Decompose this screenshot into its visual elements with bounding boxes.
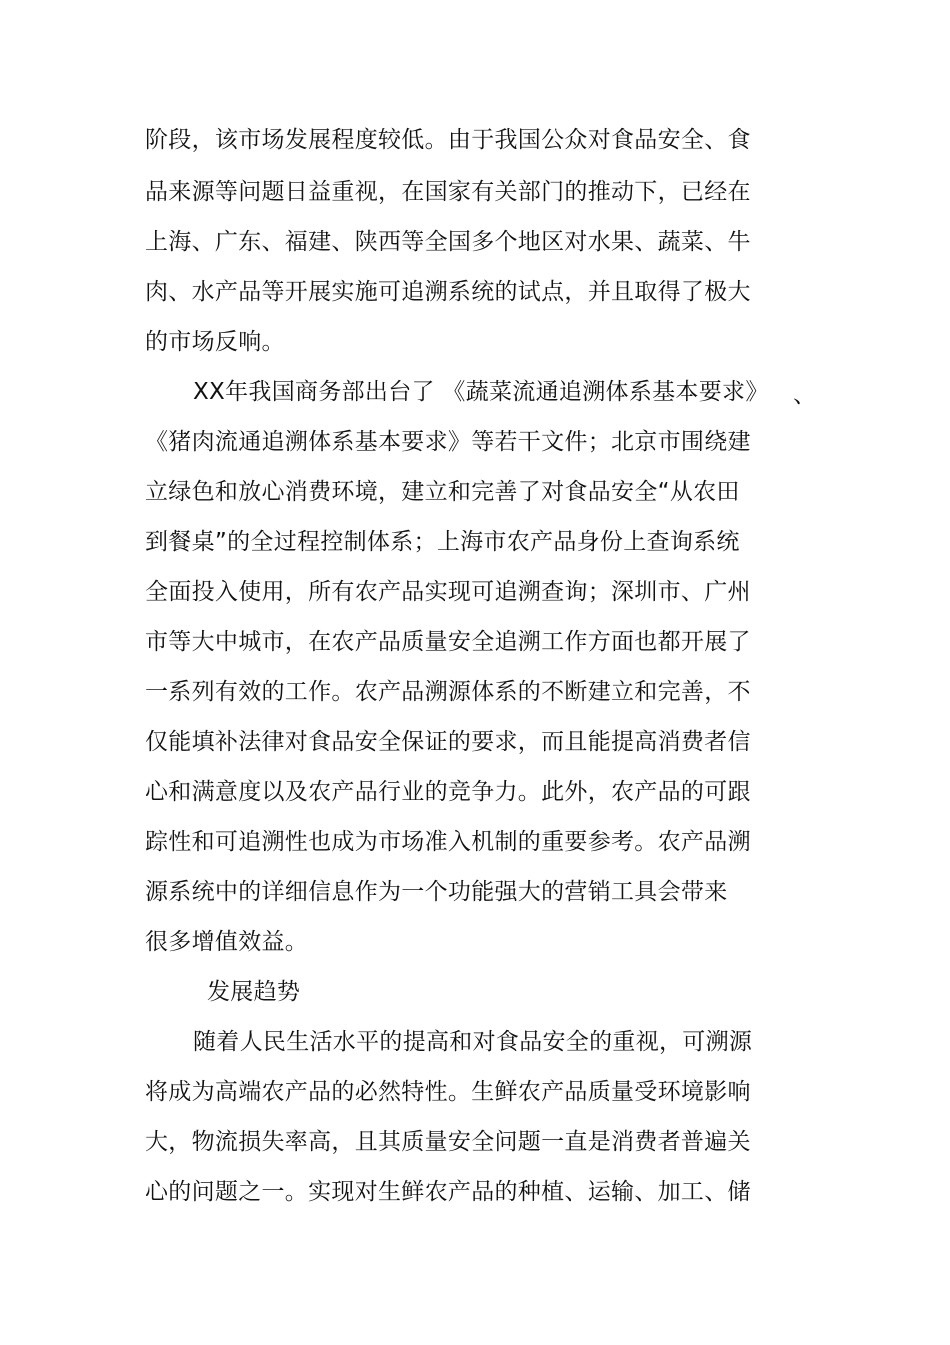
text-line: 心的问题之一。实现对生鲜农产品的种植、运输、加工、储 — [145, 1179, 751, 1205]
text-line: 阶段，该市场发展程度较低。由于我国公众对食品安全、食 — [145, 127, 751, 153]
text-line: 将成为高端农产品的必然特性。生鲜农产品质量受环境影响 — [145, 1079, 751, 1105]
text-line: 踪性和可追溯性也成为市场准入机制的重要参考。农产品溯 — [145, 829, 751, 855]
text-line: 到餐桌”的全过程控制体系；上海市农产品身份上查询系统 — [145, 529, 740, 555]
text-line: 品来源等问题日益重视，在国家有关部门的推动下，已经在 — [145, 179, 751, 205]
text-line: 一系列有效的工作。农产品溯源体系的不断建立和完善，不 — [145, 679, 751, 705]
text-line: 很多增值效益。 — [145, 929, 309, 955]
text-line: 的市场反响。 — [145, 329, 285, 355]
text-line: 上海、广东、福建、陕西等全国多个地区对水果、蔬菜、牛 — [145, 229, 751, 255]
text-line: 大，物流损失率高，且其质量安全问题一直是消费者普遍关 — [145, 1129, 751, 1155]
dangling-punctuation: 、 — [793, 382, 816, 408]
paragraph-start-line: XX年我国商务部出台了 《蔬菜流通追溯体系基本要求》 — [193, 379, 769, 405]
text-line: 肉、水产品等开展实施可追溯系统的试点，并且取得了极大 — [145, 279, 751, 305]
text-line: 源系统中的详细信息作为一个功能强大的营销工具会带来 — [145, 879, 728, 905]
text-line: 全面投入使用，所有农产品实现可追溯查询；深圳市、广州 — [145, 579, 751, 605]
text-line: 市等大中城市，在农产品质量安全追溯工作方面也都开展了 — [145, 629, 751, 655]
text-line: 《猪肉流通追溯体系基本要求》等若干文件；北京市围绕建 — [145, 429, 751, 455]
text-line: 心和满意度以及农产品行业的竞争力。此外，农产品的可跟 — [145, 779, 751, 805]
text-line: 仅能填补法律对食品安全保证的要求，而且能提高消费者信 — [145, 729, 751, 755]
paragraph-start-line: 随着人民生活水平的提高和对食品安全的重视，可溯源 — [193, 1029, 753, 1055]
text-line: 立绿色和放心消费环境，建立和完善了对食品安全“从农田 — [145, 479, 740, 505]
section-heading: 发展趋势 — [207, 979, 301, 1005]
